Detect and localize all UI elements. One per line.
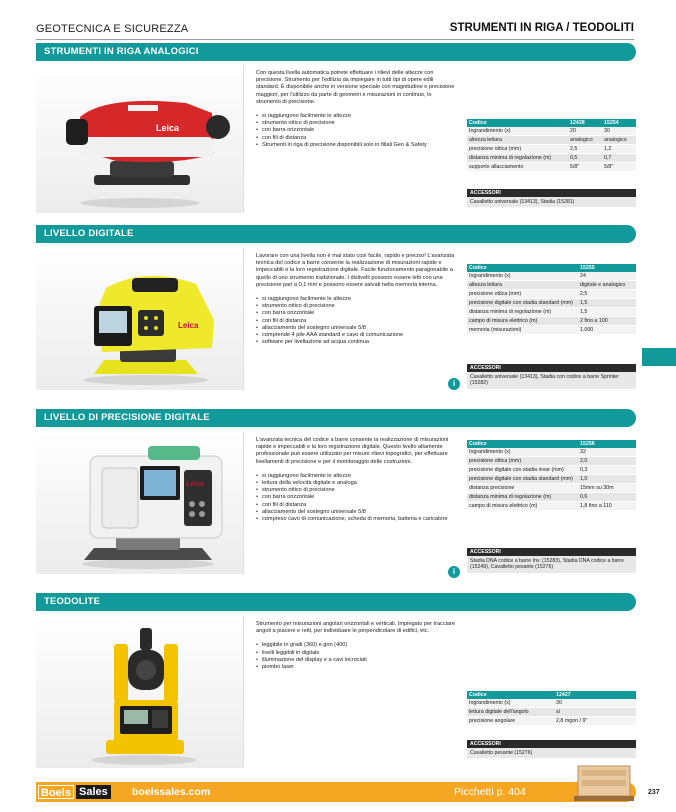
spec-value: 2,5 — [578, 290, 636, 299]
spec-value: 20 — [568, 127, 602, 136]
feature-list — [256, 473, 456, 523]
spec-value: 15mm su 30m — [578, 484, 636, 493]
spec-header-code: 15255 — [578, 264, 636, 272]
spec-header-code: 15254 — [602, 119, 636, 127]
spec-label: Ingrandimento (x) — [467, 448, 578, 457]
spec-header-label: Codice — [467, 440, 578, 448]
section-header-teodolite — [36, 593, 636, 611]
footer-bar — [36, 782, 636, 802]
accessories-digitale — [467, 364, 636, 389]
table-row — [467, 281, 636, 290]
spec-value: 1,0 — [578, 475, 636, 484]
description-precisione — [256, 437, 456, 523]
feature-item: • leggibile in gradi (360) e gon (400) — [256, 642, 456, 649]
spec-header-code: 15256 — [578, 440, 636, 448]
page-title: STRUMENTI IN RIGA / TEODOLITI — [449, 22, 634, 34]
spec-value: 2,5 — [568, 145, 602, 154]
spec-header-label: Codice — [467, 691, 554, 699]
spec-table-teodolite — [467, 691, 636, 726]
feature-item: • si raggiungono facilmente le altezze — [256, 473, 456, 480]
description-teodolite — [256, 621, 456, 671]
table-row — [467, 708, 636, 717]
description-analogici — [256, 70, 456, 149]
section-title: TEODOLITE — [44, 596, 101, 607]
spec-table-precisione — [467, 440, 636, 511]
table-row — [467, 466, 636, 475]
feature-item: • Strumenti in riga di precisione disponibili solo in filiali Geo & Safety — [256, 142, 456, 149]
description-text: L'avanzata tecnica del codice a barre consente la realizzazione di misurazioni rapide e impeccabili e la loro registrazione digitale. Questo livello altamente professionale può essere utilizzato per misure rilievi topografici, per effettuare livellamenti di precisione e per il monitoraggio delle costruzioni. — [256, 437, 449, 465]
product-image-precision-level — [36, 432, 244, 574]
spec-header-label: Codice — [467, 264, 578, 272]
spec-header-code: 12427 — [554, 691, 636, 699]
page-number: 237 — [648, 789, 660, 796]
table-row — [467, 290, 636, 299]
spec-value: digitale e analogico — [578, 281, 636, 290]
spec-value: 1.000 — [578, 326, 636, 335]
svg-text:Leica: Leica — [178, 321, 199, 330]
spec-label: altezza lettura — [467, 281, 578, 290]
spec-header-label: Codice — [467, 119, 568, 127]
table-row — [467, 308, 636, 317]
page-header — [36, 22, 634, 40]
spec-value: sì — [554, 708, 636, 717]
feature-item: • si raggiungono facilmente le altezze — [256, 113, 456, 120]
spec-label: Ingrandimento (x) — [467, 272, 578, 281]
spec-label: memoria (misurazioni) — [467, 326, 578, 335]
page-reference: Picchetti p. 404 — [454, 786, 526, 798]
spec-value: 1,2 — [602, 145, 636, 154]
product-image-analog-level — [36, 65, 244, 213]
spec-value: 2,8 mgon / 9" — [554, 717, 636, 726]
feature-item: • con barra orizzontale — [256, 494, 456, 501]
spec-label: distanza minima di regolazione (m) — [467, 493, 578, 502]
spec-label: distanza minima di regolazione (m) — [467, 154, 568, 163]
accessories-title: ACCESSORI — [467, 740, 636, 748]
description-text: Strumento per misurazioni angolari orizzontali e verticali. Impiegato per tracciare angoli a piacere e retti, per individuare le perpendicolare di edifici, etc. — [256, 621, 455, 635]
feature-item: • strumento ottico di precisione — [256, 303, 456, 310]
spec-value: 0,7 — [602, 154, 636, 163]
table-row — [467, 448, 636, 457]
accessories-text: Stadia DNA codice a barre Inv. (15283), Stadia DNA codice a barre (15249), Cavalletto pesante (15276) — [467, 556, 636, 573]
table-row — [467, 145, 636, 154]
spec-label: precisione ottica (mm) — [467, 145, 568, 154]
feature-item: • con fili di distanza — [256, 135, 456, 142]
product-image-theodolite — [36, 616, 244, 768]
info-icon[interactable]: i — [448, 378, 460, 390]
pallet-image — [572, 756, 636, 802]
table-row — [467, 299, 636, 308]
spec-label: lettura digitale dell'angolo — [467, 708, 554, 717]
feature-item: • illuminazione del display e a cavi incrociati — [256, 657, 456, 664]
spec-value: 0,5 — [568, 154, 602, 163]
section-title: LIVELLO DI PRECISIONE DIGITALE — [44, 412, 210, 423]
table-row — [467, 163, 636, 172]
brand-sales: Sales — [76, 785, 111, 799]
svg-text:Leica: Leica — [156, 123, 180, 133]
feature-item: • livelli leggibili in digitale — [256, 650, 456, 657]
description-text: Lavorare con una livella non è mai stato così facile, rapido e preciso! L'avanzata tecnica del codice a barre consente la realizzazione di misurazioni rapide e impeccabili e la loro registrazione digitale. Facile funzionamento paragonabile a quello di uno strumento tradizionale. I dislivelli possono essere letti con una precisione pari a 0,1 mm e possono essere salvati nella memoria interna. — [256, 253, 455, 288]
feature-item: • con barra orizzontale — [256, 310, 456, 317]
feature-item: • strumento ottico di precisione — [256, 487, 456, 494]
spec-value: 0,6 — [578, 493, 636, 502]
feature-item: • con fili di distanza — [256, 318, 456, 325]
spec-label: precisione angolare — [467, 717, 554, 726]
spec-value: 2,0 — [578, 457, 636, 466]
table-row — [467, 502, 636, 511]
info-icon[interactable]: i — [448, 566, 460, 578]
feature-item: • si raggiungono facilmente le altezze — [256, 296, 456, 303]
table-row — [467, 154, 636, 163]
accessories-analogici — [467, 189, 636, 207]
spec-table-analogici — [467, 119, 636, 172]
feature-item: • comprende 4 pile AAA standard e cavo di comunicazione — [256, 332, 456, 339]
spec-value: 1,8 fino a 110 — [578, 502, 636, 511]
accessories-title: ACCESSORI — [467, 548, 636, 556]
spec-value: 5/8" — [568, 163, 602, 172]
table-row — [467, 326, 636, 335]
feature-item: • compreso cavo di comunicazione, scheda di memoria, batteria e caricatore — [256, 516, 456, 523]
feature-list — [256, 642, 456, 671]
accessories-precisione — [467, 548, 636, 573]
spec-value: 30 — [554, 699, 636, 708]
feature-list — [256, 296, 456, 346]
description-digitale — [256, 253, 456, 346]
spec-label: campo di misura elettrico (m) — [467, 317, 578, 326]
accessories-text: Cavalletto universale (13413), Stadia con codice a barre Sprinter (15282) — [467, 372, 636, 389]
spec-value: 2 fino a 100 — [578, 317, 636, 326]
feature-list — [256, 113, 456, 149]
spec-label: precisione digitale con stadia invar (mm) — [467, 466, 578, 475]
spec-label: supporto allacciamento — [467, 163, 568, 172]
feature-item: • lettura della velocità digitale e analoga — [256, 480, 456, 487]
spec-header-code: 12428 — [568, 119, 602, 127]
accessories-title: ACCESSORI — [467, 189, 636, 197]
table-row — [467, 699, 636, 708]
spec-label: distanza minima di regolazione (m) — [467, 308, 578, 317]
section-header-digitale — [36, 225, 636, 243]
spec-value: 5/8" — [602, 163, 636, 172]
table-row — [467, 475, 636, 484]
feature-item: • piombo laser — [256, 664, 456, 671]
accessories-title: ACCESSORI — [467, 364, 636, 372]
category-label: GEOTECNICA E SICUREZZA — [36, 23, 189, 35]
spec-table-digitale — [467, 264, 636, 335]
spec-value: 1,5 — [578, 299, 636, 308]
table-row — [467, 136, 636, 145]
spec-value: 32 — [578, 448, 636, 457]
section-title: STRUMENTI IN RIGA ANALOGICI — [44, 46, 199, 57]
table-row — [467, 493, 636, 502]
table-row — [467, 717, 636, 726]
brand-boels: Boels — [38, 785, 74, 799]
accessories-text: Cavalletto pesante (15276) — [467, 748, 636, 758]
svg-text:Leica: Leica — [186, 481, 204, 488]
feature-item: • allacciamento del sostegno universale 5/8 — [256, 325, 456, 332]
spec-label: precisione ottica (mm) — [467, 457, 578, 466]
spec-value: 1,5 — [578, 308, 636, 317]
feature-item: • allacciamento del sostegno universale 5/8 — [256, 509, 456, 516]
spec-label: altezza lettura — [467, 136, 568, 145]
spec-label: precisione digitale con stadia standard (mm) — [467, 299, 578, 308]
spec-label: campo di misura elettrico (m) — [467, 502, 578, 511]
section-header-analogici — [36, 43, 636, 61]
feature-item: • con fili di distanza — [256, 502, 456, 509]
spec-value: 0,3 — [578, 466, 636, 475]
chapter-tab — [642, 348, 676, 366]
spec-value: 24 — [578, 272, 636, 281]
section-title: LIVELLO DIGITALE — [44, 228, 134, 239]
description-text: Con questa livella automatica potrete effettuare i rilievi delle altezze con precisione. Strumento per l'edilizia da impiegare in tutti tipi di opere edili standard. È disponibile anche in versione speciale con magnitudine e precisione maggiori, per l'utilizzo da parte di geometri e misurazioni in continuo, lo strumento di precisione. — [256, 70, 455, 105]
spec-value: analogico — [568, 136, 602, 145]
table-row — [467, 127, 636, 136]
spec-label: Ingrandimento (x) — [467, 699, 554, 708]
website-link[interactable]: boelssales.com — [132, 786, 211, 798]
feature-item: • con barra orizzontale — [256, 127, 456, 134]
spec-value: 30 — [602, 127, 636, 136]
table-row — [467, 457, 636, 466]
accessories-text: Cavalletto universale (13413), Stadia (15281) — [467, 197, 636, 207]
section-header-precisione — [36, 409, 636, 427]
spec-label: Ingrandimento (x) — [467, 127, 568, 136]
product-image-digital-level — [36, 248, 244, 390]
table-row — [467, 317, 636, 326]
spec-value: analogico — [602, 136, 636, 145]
spec-label: distanza precisione — [467, 484, 578, 493]
feature-item: • software per livellazione ad acqua continua — [256, 339, 456, 346]
spec-label: precisione ottica (mm) — [467, 290, 578, 299]
table-row — [467, 272, 636, 281]
feature-item: • strumento ottico di precisione — [256, 120, 456, 127]
spec-label: precisione digitale con stadia standard (mm) — [467, 475, 578, 484]
table-row — [467, 484, 636, 493]
